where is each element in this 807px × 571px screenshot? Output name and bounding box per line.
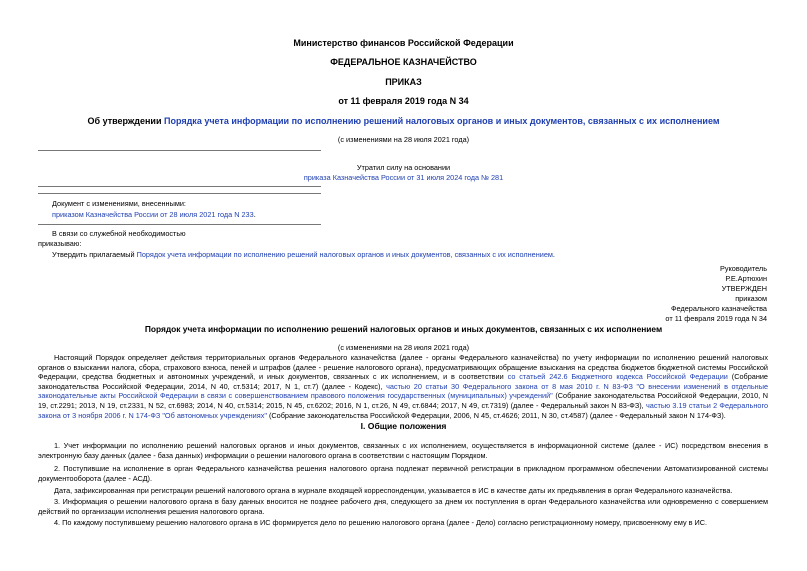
intro-link-budget-code[interactable]: со статьей 242.6 Бюджетного кодекса Российской Федерации	[507, 372, 728, 382]
changes-doc-line: Документ с изменениями, внесенными:	[52, 199, 186, 208]
intro-link-law-174[interactable]: частью 3.19 статьи 2 Федерального закона от 3 ноября 2006 г. N 174-ФЗ "Об автономных учреждениях"	[38, 400, 769, 420]
changes-doc-ref	[52, 210, 256, 219]
intro-link-law-83[interactable]: частью 20 статьи 30 Федерального закона от 8 мая 2010 г. N 83-ФЗ "О внесении изменений в отдельные законодательные акты Российской Федерации в связи с совершенствованием правового положения государственных (муниципальных) учреждений"	[38, 381, 768, 401]
signature-role: Руководитель	[719, 264, 767, 273]
preamble-order: приказываю:	[38, 239, 82, 248]
approve-line	[52, 250, 555, 259]
paragraph-1: 1. Учет информации по исполнению решений налоговых органов и иных документов, связанных с их исполнением, осуществляется в информационной системе (далее - ИС) посредством внесения в электронную базу данных (далее - база данных) информации о решении налогового органа в соответствии с настоящим Порядком.	[38, 441, 768, 460]
intro-text: (Собрание законодательства Российской Федерации, 2010, N 19, ст.2291; 2013, N 19, ст.2331, N 52, ст.6983; 2014, N 40, ст.5314; 2015, N 45, ст.6202; 2016, N 1, ст.26, N 49, ст.6844; 2017, N 49, ст.7319) (далее - Федеральный закон N 83-ФЗ),	[38, 391, 768, 410]
intro-text: (Собрание законодательства Российской Федерации, 2006, N 45, ст.4626; 2011, N 30, ст.4587) (далее - Федеральный закон N 174-ФЗ).	[266, 410, 726, 420]
approve-prefix: Утвердить прилагаемый	[52, 250, 137, 259]
section-heading: I. Общие положения	[360, 421, 447, 431]
intro-text: (Собрание законодательства Российской Федерации, 2014, N 40, ст.5314; 2017, N 1, ст.7) (далее - Кодекс),	[38, 372, 768, 391]
divider	[38, 186, 321, 187]
approved-org: Федерального казначейства	[671, 304, 767, 313]
paragraph-2b: Дата, зафиксированная при регистрации решений налогового органа в журнале входящей корреспонденции, указывается в ИС в качестве даты их предъявления в орган Федерального казначейства.	[54, 486, 733, 495]
agency-name: ФЕДЕРАЛЬНОЕ КАЗНАЧЕЙСТВО	[330, 57, 477, 67]
intro-text: Настоящий Порядок определяет действия территориальных органов Федерального казначейства (далее - органы Федерального казначейства) по учету информации по исполнению решений налоговых органов о взыскании налога, сбора, страхового взноса, пеней и штрафов (далее - решение налогового органа), предусматривающих обращение взыскания на средства бюджетов бюджетной системы Российской Федерации, средства бюджетных и автономных учреждений, и иных документов, связанных с их исполнением, и в соответствии	[38, 353, 768, 382]
approved-mark: УТВЕРЖДЕН	[721, 284, 767, 293]
divider	[38, 150, 321, 151]
lost-force-line: Утратил силу на основании	[356, 163, 451, 172]
procedure-changes-note: (с изменениями на 28 июля 2021 года)	[337, 343, 470, 352]
changes-doc-link[interactable]: приказом Казначейства России от 28 июля 2021 года N 233	[52, 210, 254, 219]
paragraph-2: 2. Поступившие на исполнение в орган Федерального казначейства решения налогового органа подлежат первичной регистрации в прикладном программном обеспечении Автоматизированной системы документооборота (далее - АСД).	[38, 464, 768, 483]
procedure-intro	[38, 353, 768, 420]
doc-title	[0, 116, 807, 126]
ministry-name: Министерство финансов Российской Федерации	[293, 38, 514, 48]
divider	[38, 193, 321, 194]
approved-by: приказом	[735, 294, 767, 303]
preamble-line: В связи со служебной необходимостью	[52, 229, 186, 238]
changes-doc-end: .	[253, 210, 256, 219]
doc-date-number: от 11 февраля 2019 года N 34	[338, 96, 469, 106]
doc-type: ПРИКАЗ	[385, 77, 422, 87]
divider	[38, 224, 321, 225]
paragraph-3: 3. Информация о решении налогового органа в базу данных вносится не позднее рабочего дня, следующего за днем их поступления в орган Федерального казначейства или одновременно с совершением действий по организации исполнения решения налогового органа.	[38, 497, 768, 516]
procedure-title: Порядок учета информации по исполнению решений налоговых органов и иных документов, связанных с их исполнением	[144, 324, 663, 334]
signature-name: Р.Е.Артюхин	[725, 274, 767, 283]
approve-link[interactable]: Порядок учета информации по исполнению решений налоговых органов и иных документов, связанных с их исполнением	[136, 250, 553, 259]
lost-force-link[interactable]: приказа Казначейства России от 31 июля 2024 года № 281	[303, 173, 504, 182]
approve-end: .	[552, 250, 555, 259]
doc-title-prefix: Об утверждении	[87, 116, 164, 126]
paragraph-4: 4. По каждому поступившему решению налогового органа в ИС формируется дело по решению налогового органа (далее - Дело) согласно регистрационному номеру, присвоенному ему в ИС.	[54, 518, 708, 527]
changes-note: (с изменениями на 28 июля 2021 года)	[337, 135, 470, 144]
approved-date: от 11 февраля 2019 года N 34	[665, 314, 767, 323]
doc-title-link[interactable]: Порядка учета информации по исполнению решений налоговых органов и иных документов, связанных с их исполнением	[164, 116, 720, 126]
